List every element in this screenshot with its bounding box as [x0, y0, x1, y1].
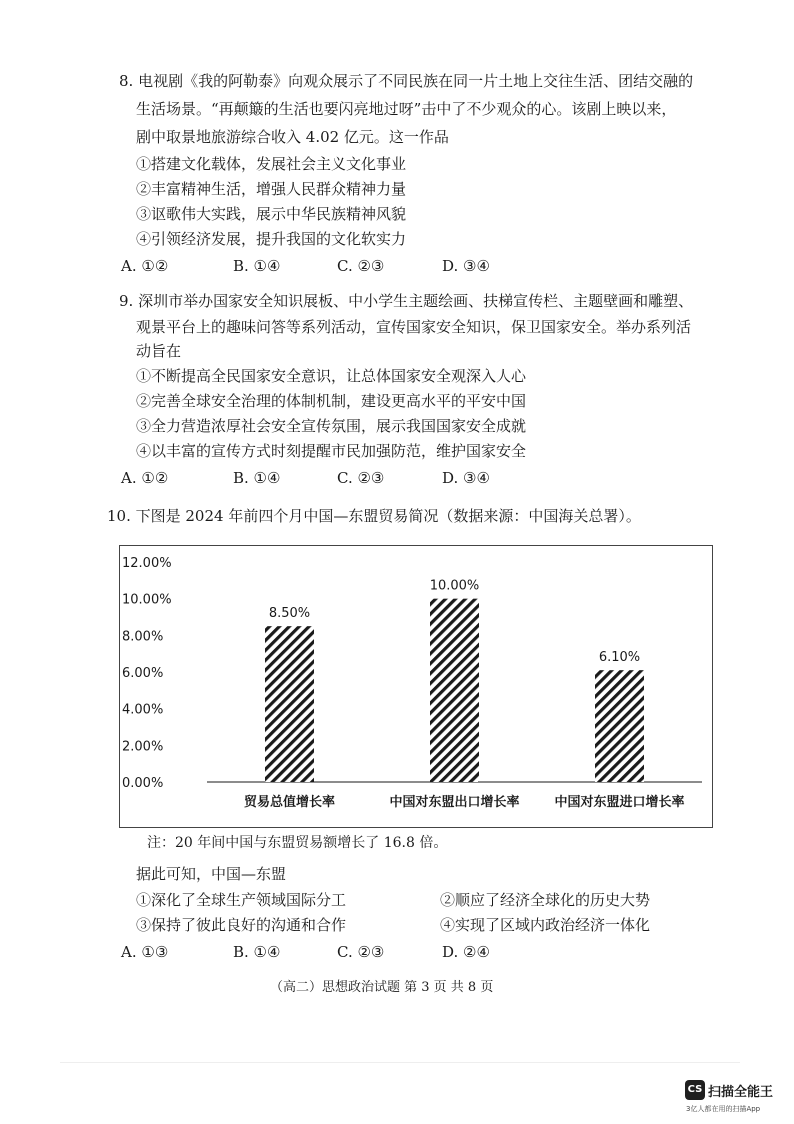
- page-footer: （高二）思想政治试题 第 3 页 共 8 页: [270, 980, 494, 995]
- y-tick-label: 12.00%: [122, 556, 172, 571]
- q8-choice-d[interactable]: D. ③④: [442, 257, 490, 275]
- q10-option-4: ④实现了区域内政治经济一体化: [440, 916, 651, 934]
- q8-option-4: ④引领经济发展，提升我国的文化软实力: [136, 230, 407, 248]
- q8-choice-b[interactable]: B. ①④: [233, 257, 281, 275]
- q9-choice-c[interactable]: C. ②③: [337, 469, 385, 487]
- y-tick-label: 4.00%: [122, 702, 164, 718]
- y-tick-label: 6.00%: [122, 666, 164, 681]
- q8-choice-a[interactable]: A. ①②: [121, 257, 169, 275]
- q9-stem-line3: 动旨在: [136, 342, 182, 360]
- y-tick-label: 0.00%: [122, 776, 164, 791]
- camscanner-logo-icon: CS: [685, 1080, 705, 1100]
- q8-option-1: ①搭建文化载体，发展社会主义文化事业: [136, 155, 407, 173]
- q9-stem-line2: 观景平台上的趣味问答等系列活动，宣传国家安全知识，保卫国家安全。举办系列活: [136, 318, 692, 336]
- q10-choice-a[interactable]: A. ①③: [121, 943, 169, 961]
- q9-option-2: ②完善全球安全治理的体制机制，建设更高水平的平安中国: [136, 392, 527, 410]
- q8-option-2: ②丰富精神生活，增强人民群众精神力量: [136, 180, 407, 198]
- watermark-subtitle: 3亿人都在用的扫描App: [686, 1105, 761, 1113]
- bar-data-label: 8.50%: [268, 606, 311, 622]
- x-category-label: 中国对东盟进口增长率: [554, 795, 685, 810]
- q9-choice-d[interactable]: D. ③④: [442, 469, 490, 487]
- q10-choice-d[interactable]: D. ②④: [442, 943, 490, 961]
- q8-option-3: ③讴歌伟大实践，展示中华民族精神风貌: [136, 205, 407, 223]
- bar: [265, 626, 314, 782]
- bar-data-label: 10.00%: [429, 578, 480, 594]
- q10-note: 注：20 年间中国与东盟贸易额增长了 16.8 倍。: [147, 835, 448, 851]
- q8-stem-line3: 剧中取景地旅游综合收入 4.02 亿元。这一作品: [136, 128, 449, 146]
- bar: [430, 599, 479, 782]
- trade-bar-chart: [120, 546, 714, 829]
- bar-data-label: 6.10%: [598, 650, 641, 666]
- y-tick-label: 10.00%: [122, 592, 172, 608]
- q10-lead: 据此可知，中国—东盟: [136, 865, 287, 883]
- q10-stem: 10. 下图是 2024 年前四个月中国—东盟贸易简况（数据来源：中国海关总署）。: [107, 507, 641, 525]
- y-tick-label: 2.00%: [122, 739, 164, 755]
- q10-option-2: ②顺应了经济全球化的历史大势: [440, 891, 651, 909]
- bar: [595, 670, 644, 782]
- q9-option-3: ③全力营造浓厚社会安全宣传氛围，展示我国国家安全成就: [136, 417, 527, 435]
- q9-choice-b[interactable]: B. ①④: [233, 469, 281, 487]
- q8-stem-line1: 8. 电视剧《我的阿勒泰》向观众展示了不同民族在同一片土地上交往生活、团结交融的: [119, 72, 694, 90]
- q9-choice-a[interactable]: A. ①②: [121, 469, 169, 487]
- q9-stem-line1: 9. 深圳市举办国家安全知识展板、中小学生主题绘画、扶梯宣传栏、主题壁画和雕塑、: [119, 292, 694, 310]
- y-tick-label: 8.00%: [122, 629, 164, 645]
- q10-option-3: ③保持了彼此良好的沟通和合作: [136, 916, 347, 934]
- trade-chart: [119, 545, 713, 828]
- x-category-label: 中国对东盟出口增长率: [389, 795, 520, 810]
- x-category-label: 贸易总值增长率: [243, 795, 336, 810]
- q8-choice-c[interactable]: C. ②③: [337, 257, 385, 275]
- q8-stem-line2: 生活场景。“再颠簸的生活也要闪亮地过呀”击中了不少观众的心。该剧上映以来，: [136, 100, 677, 118]
- q9-option-4: ④以丰富的宣传方式时刻提醒市民加强防范，维护国家安全: [136, 442, 527, 460]
- page-edge-shadow: [60, 1062, 740, 1063]
- q10-choice-c[interactable]: C. ②③: [337, 943, 385, 961]
- q10-option-1: ①深化了全球生产领域国际分工: [136, 891, 347, 909]
- watermark-title: 扫描全能王: [708, 1085, 774, 1100]
- q9-option-1: ①不断提高全民国家安全意识，让总体国家安全观深入人心: [136, 367, 527, 385]
- q10-choice-b[interactable]: B. ①④: [233, 943, 281, 961]
